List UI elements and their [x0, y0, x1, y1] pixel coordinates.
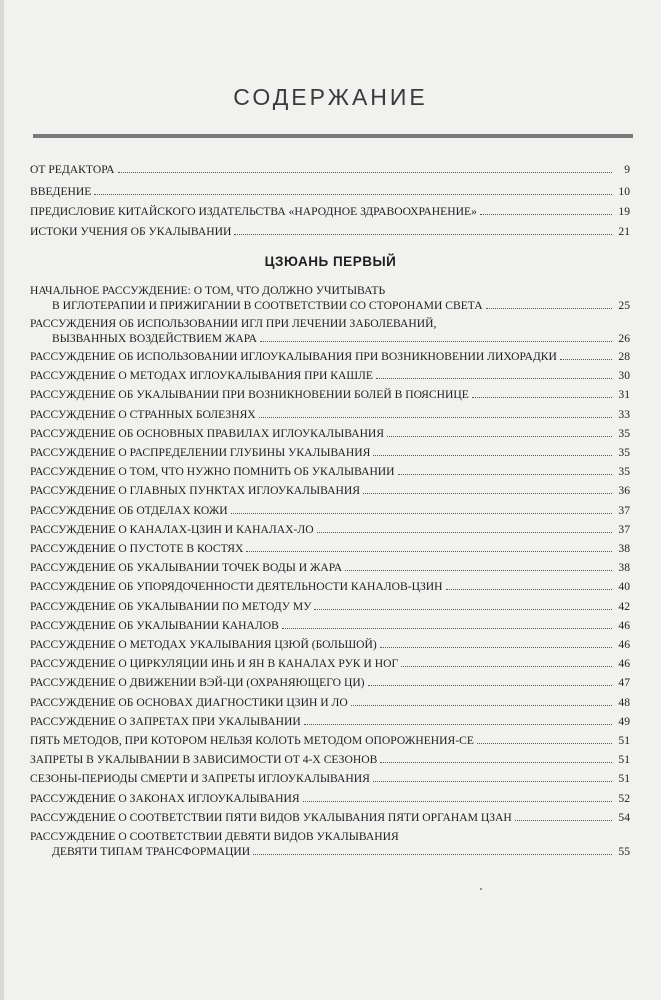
dot-leader	[345, 570, 612, 571]
toc-entry-title: РАССУЖДЕНИЕ О МЕТОДАХ УКАЛЫВАНИЯ ЦЗЮЙ (БОЛЬШОЙ)	[30, 638, 377, 651]
toc-entry	[30, 483, 630, 498]
toc-entry	[30, 618, 630, 633]
toc-entry	[30, 426, 630, 441]
toc-entry	[30, 407, 630, 422]
toc-entry	[30, 184, 630, 199]
toc-entry	[30, 560, 630, 575]
toc-entry	[30, 387, 630, 402]
dot-leader	[560, 359, 612, 360]
toc-entry-title: ИСТОКИ УЧЕНИЯ ОБ УКАЛЫВАНИИ	[30, 225, 232, 238]
toc-page-number: 35	[618, 446, 630, 459]
dot-leader	[282, 628, 612, 629]
dot-leader	[486, 308, 612, 309]
toc-page-number: 28	[618, 350, 630, 363]
toc-page-number: 42	[618, 599, 630, 613]
dot-leader	[234, 234, 612, 235]
dot-leader	[253, 854, 612, 855]
toc-page-number: 9	[624, 163, 630, 176]
toc-entry-title: РАССУЖДЕНИЕ О КАНАЛАХ-ЦЗИН И КАНАЛАХ-ЛО	[30, 522, 314, 536]
toc-page-number: 51	[618, 753, 630, 767]
toc-page-number: 31	[618, 388, 630, 402]
toc-entry	[30, 579, 630, 594]
toc-page-number: 30	[618, 369, 630, 383]
binding-edge	[0, 0, 4, 1000]
dot-leader	[94, 194, 612, 195]
toc-entry	[30, 283, 630, 313]
toc-page-number: 37	[618, 522, 630, 536]
dot-leader	[480, 214, 612, 215]
toc-entry-title: РАССУЖДЕНИЕ ОБ УКАЛЫВАНИИ ТОЧЕК ВОДЫ И ЖАРА	[30, 561, 343, 575]
toc-entry	[30, 733, 630, 748]
dot-leader	[246, 551, 612, 552]
dot-leader	[446, 589, 612, 590]
toc-entry	[30, 368, 630, 383]
toc-entry-title-line: РАССУЖДЕНИЯ ОБ ИСПОЛЬЗОВАНИИ ИГЛ ПРИ ЛЕЧЕНИИ ЗАБОЛЕВАНИЙ,	[30, 317, 437, 330]
toc-page-number: 19	[618, 205, 630, 218]
toc-page-number: 54	[618, 810, 630, 824]
dot-leader	[380, 762, 612, 763]
toc-entry-title: ВВЕДЕНИЕ	[30, 185, 92, 198]
dot-leader	[477, 743, 612, 744]
toc-entry	[30, 445, 630, 460]
dot-leader	[259, 417, 612, 418]
toc-entry-title: ПЯТЬ МЕТОДОВ, ПРИ КОТОРОМ НЕЛЬЗЯ КОЛОТЬ МЕТОДОМ ОПОРОЖНЕНИЯ-СЕ	[30, 734, 474, 747]
toc-page-number: 46	[618, 657, 630, 671]
dot-leader	[472, 397, 612, 398]
toc-entry-title-line: НАЧАЛЬНОЕ РАССУЖДЕНИЕ: О ТОМ, ЧТО ДОЛЖНО УЧИТЫВАТЬ	[30, 284, 386, 297]
dot-leader	[373, 455, 612, 456]
toc-entry	[30, 599, 630, 614]
toc-entry-title: РАССУЖДЕНИЕ О СООТВЕТСТВИИ ПЯТИ ВИДОВ УКАЛЫВАНИЯ ПЯТИ ОРГАНАМ ЦЗАН	[30, 810, 512, 824]
toc-entry-title: РАССУЖДЕНИЕ О ГЛАВНЫХ ПУНКТАХ ИГЛОУКАЛЫВАНИЯ	[30, 484, 360, 498]
dot-leader	[380, 647, 612, 648]
toc-page-number: 36	[618, 484, 630, 498]
toc-entry	[30, 656, 630, 671]
toc-entry	[30, 829, 630, 859]
toc-entry	[30, 791, 630, 806]
dot-leader	[398, 474, 612, 475]
toc-entry-title: РАССУЖДЕНИЕ ОБ ОТДЕЛАХ КОЖИ	[30, 503, 228, 517]
dot-leader	[304, 724, 612, 725]
toc-entry-title: РАССУЖДЕНИЕ ОБ ИСПОЛЬЗОВАНИИ ИГЛОУКАЛЫВАНИЯ ПРИ ВОЗНИКНОВЕНИИ ЛИХОРАДКИ	[30, 350, 557, 363]
dot-leader	[368, 685, 612, 686]
toc-entry-title: РАССУЖДЕНИЕ ОБ ОСНОВНЫХ ПРАВИЛАХ ИГЛОУКАЛЫВАНИЯ	[30, 426, 385, 440]
toc-entry-title: РАССУЖДЕНИЕ О ЗАПРЕТАХ ПРИ УКАЛЫВАНИИ	[30, 714, 301, 728]
toc-entry-title: РАССУЖДЕНИЕ ОБ УКАЛЫВАНИИ ПРИ ВОЗНИКНОВЕНИИ БОЛЕЙ В ПОЯСНИЦЕ	[30, 388, 469, 402]
section-heading: ЦЗЮАНЬ ПЕРВЫЙ	[264, 254, 397, 269]
toc-entry-title: РАССУЖДЕНИЕ О ЗАКОНАХ ИГЛОУКАЛЫВАНИЯ	[30, 791, 300, 805]
toc-entry-title: В ИГЛОТЕРАПИИ И ПРИЖИГАНИИ В СООТВЕТСТВИИ СО СТОРОНАМИ СВЕТА	[52, 299, 483, 312]
dot-leader	[260, 341, 612, 342]
toc-entry	[30, 810, 630, 825]
toc-page-number: 38	[618, 542, 630, 555]
toc-page-number: 46	[618, 618, 630, 632]
toc-entry-title: ВЫЗВАННЫХ ВОЗДЕЙСТВИЕМ ЖАРА	[52, 332, 258, 345]
toc-page-number: 33	[618, 407, 630, 421]
toc-entry	[30, 522, 630, 537]
toc-page-number: 37	[618, 503, 630, 517]
toc-page-number: 51	[618, 772, 630, 786]
dot-leader	[231, 513, 612, 514]
toc-page-number: 21	[618, 225, 630, 238]
toc-page-number: 47	[618, 676, 630, 690]
dot-leader	[515, 820, 612, 821]
dot-leader	[118, 172, 612, 173]
toc-page-number: 40	[618, 580, 630, 594]
toc-page-number: 49	[618, 714, 630, 728]
toc-entry	[30, 541, 630, 556]
toc-entry-title: РАССУЖДЕНИЕ О РАСПРЕДЕЛЕНИИ ГЛУБИНЫ УКАЛЫВАНИЯ	[30, 446, 371, 459]
toc-page-number: 35	[618, 426, 630, 440]
toc-entry	[30, 204, 630, 219]
page-title: СОДЕРЖАНИЕ	[233, 84, 428, 110]
dot-leader	[401, 666, 612, 667]
toc-entry-title: РАССУЖДЕНИЕ О ТОМ, ЧТО НУЖНО ПОМНИТЬ ОБ УКАЛЫВАНИИ	[30, 465, 395, 479]
toc-entry	[30, 464, 630, 479]
toc-entry	[30, 675, 630, 690]
toc-entry	[30, 224, 630, 239]
dot-leader	[314, 609, 612, 610]
toc-entry	[30, 714, 630, 729]
title-rule	[33, 134, 633, 138]
toc-entry	[30, 752, 630, 767]
dot-leader	[376, 378, 612, 379]
toc-page-number: 52	[618, 791, 630, 805]
toc-entry-title: РАССУЖДЕНИЕ ОБ УКАЛЫВАНИИ ПО МЕТОДУ МУ	[30, 599, 312, 613]
toc-entry-title: РАССУЖДЕНИЕ О МЕТОДАХ ИГЛОУКАЛЫВАНИЯ ПРИ КАШЛЕ	[30, 369, 373, 383]
toc-entry-title-line: РАССУЖДЕНИЕ О СООТВЕТСТВИИ ДЕВЯТИ ВИДОВ УКАЛЫВАНИЯ	[30, 830, 399, 843]
toc-page-number: 51	[618, 734, 630, 747]
toc-page-number: 35	[618, 465, 630, 479]
toc-entry	[30, 695, 630, 710]
toc-entry-title: ПРЕДИСЛОВИЕ КИТАЙСКОГО ИЗДАТЕЛЬСТВА «НАРОДНОЕ ЗДРАВООХРАНЕНИЕ»	[30, 205, 477, 218]
toc-entry	[30, 162, 630, 177]
dot-leader	[303, 801, 612, 802]
toc-entry-title: РАССУЖДЕНИЕ О СТРАННЫХ БОЛЕЗНЯХ	[30, 407, 256, 421]
toc-entry-title: РАССУЖДЕНИЕ ОБ УКАЛЫВАНИИ КАНАЛОВ	[30, 618, 279, 632]
toc-page-number: 48	[618, 695, 630, 709]
toc-entry-title: РАССУЖДЕНИЕ О ДВИЖЕНИИ ВЭЙ-ЦИ (ОХРАНЯЮЩЕГО ЦИ)	[30, 676, 365, 690]
toc-page-number: 26	[618, 332, 630, 345]
dot-leader	[363, 493, 612, 494]
toc-entry-title: ЗАПРЕТЫ В УКАЛЫВАНИИ В ЗАВИСИМОСТИ ОТ 4-Х СЕЗОНОВ	[30, 753, 378, 767]
paper-speck	[480, 888, 482, 890]
toc-entry	[30, 316, 630, 346]
toc-entry-title: СЕЗОНЫ-ПЕРИОДЫ СМЕРТИ И ЗАПРЕТЫ ИГЛОУКАЛЫВАНИЯ	[30, 772, 370, 786]
toc-entry	[30, 349, 630, 364]
toc-page-number: 25	[618, 299, 630, 312]
toc-entry-title: РАССУЖДЕНИЕ ОБ ОСНОВАХ ДИАГНОСТИКИ ЦЗИН И ЛО	[30, 695, 348, 709]
toc-entry	[30, 637, 630, 652]
toc-entry-title: ОТ РЕДАКТОРА	[30, 163, 115, 176]
toc-page-number: 55	[618, 845, 630, 858]
toc-entry	[30, 503, 630, 518]
toc-page-number: 38	[618, 561, 630, 575]
dot-leader	[317, 532, 612, 533]
toc-entry-title: РАССУЖДЕНИЕ О ЦИРКУЛЯЦИИ ИНЬ И ЯН В КАНАЛАХ РУК И НОГ	[30, 657, 399, 671]
toc-entry-title: РАССУЖДЕНИЕ О ПУСТОТЕ В КОСТЯХ	[30, 542, 244, 555]
toc-entry	[30, 771, 630, 786]
toc-entry-title: РАССУЖДЕНИЕ ОБ УПОРЯДОЧЕННОСТИ ДЕЯТЕЛЬНОСТИ КАНАЛОВ-ЦЗИН	[30, 580, 443, 594]
dot-leader	[387, 436, 612, 437]
toc-entry-title: ДЕВЯТИ ТИПАМ ТРАНСФОРМАЦИИ	[52, 845, 251, 858]
dot-leader	[373, 781, 612, 782]
toc-page-number: 46	[618, 638, 630, 651]
toc-page-number: 10	[618, 185, 630, 198]
dot-leader	[351, 705, 612, 706]
